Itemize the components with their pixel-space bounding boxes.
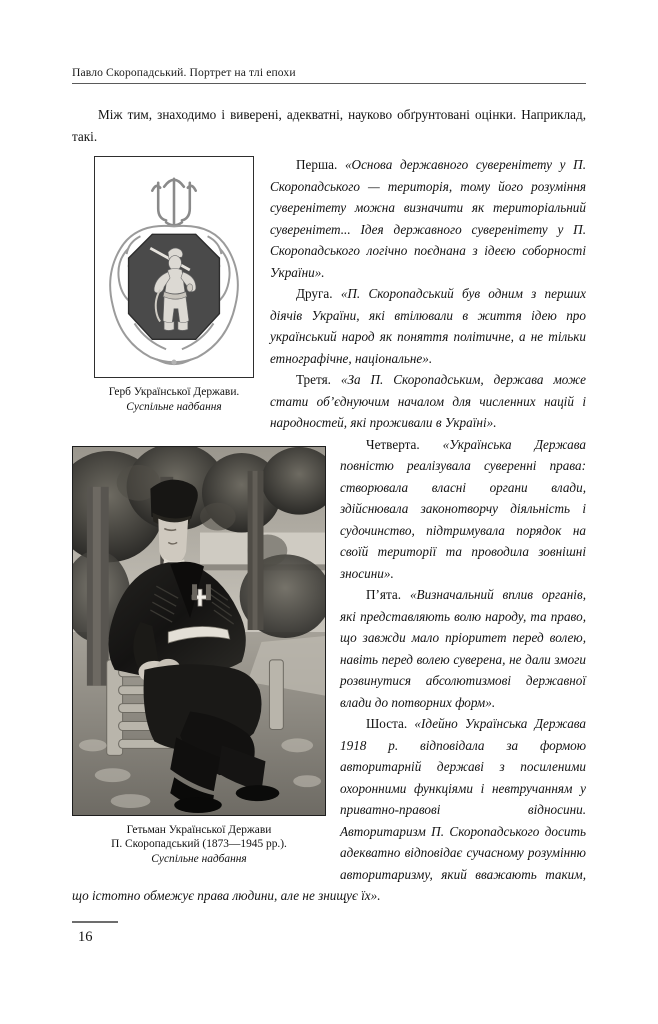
coat-of-arms-caption (94, 385, 254, 414)
coat-of-arms-caption-title: Герб Української Держави. (108, 386, 240, 398)
page-folio (72, 921, 192, 946)
paragraph-piata-text: «Визначальний вплив органів, які представляють волю народу, та право, що завжди мало пріоритет перед волею, навіть перед волею суверена, не дали змоги розвинутися абсолютизмові державної влади до потворних форм». (340, 587, 586, 710)
paragraph-chetverta-lead: Четверта. (366, 436, 443, 452)
figure-coat-of-arms (94, 156, 254, 414)
hetman-portrait-caption-line1: Гетьман Української Держави (126, 823, 272, 836)
paragraph-persha-text: «Основа державного суверенітету у П. Скоропадського — територія, тому його розуміння суверенітету можна визначити як територіальний суверенітет... Ідея державного суверенітету у П. Скоропадського логічно поєднана з ідеєю соборності України». (270, 157, 586, 280)
paragraph-shosta-lead: Шоста. (366, 716, 415, 731)
running-head (72, 66, 586, 84)
figure-hetman-portrait (72, 446, 326, 867)
paragraph-tretia-text: «За П. Скоропадським, держава може стати об’єднуючим началом для численних націй і народностей, які проживали в Україні». (270, 372, 586, 430)
paragraph-piata-lead: П’ята. (366, 587, 410, 602)
paragraph-druha-text: «П. Скоропадський був одним з перших діячів України, які втілювали в життя ідею про український народ як поняття політичне, а не тільки етнографічне, національне». (270, 286, 586, 366)
paragraph-chetverta-text: «Українська Держава повністю реалізувала суверенні права: створювала власні органи влади, здійснювала законотворчу діяльність і судочинство, підтримувала порядок на своїй території та проводила зовнішні зносини». (340, 436, 586, 581)
folio-rule (72, 921, 118, 923)
hetman-portrait-caption-line2: П. Скоропадський (1873—1945 рр.). (111, 838, 287, 851)
hetman-portrait-caption-source: Суспільне надбання (151, 852, 247, 865)
hetman-portrait-artwork (73, 447, 325, 815)
coat-of-arms-image (94, 156, 254, 378)
coat-of-arms-artwork (95, 157, 253, 377)
hetman-portrait-caption (72, 823, 326, 867)
running-head-title: Павло Скоропадський. Портрет на тлі епохи (72, 66, 296, 79)
paragraph-tretia-lead: Третя. (296, 372, 341, 387)
paragraph-persha-lead: Перша. (296, 157, 345, 172)
coat-of-arms-caption-source: Суспільне надбання (126, 400, 222, 413)
hetman-portrait-image (72, 446, 326, 816)
running-head-rule (72, 83, 586, 84)
paragraph-shosta-text: «Ідейно Українська Держава 1918 р. відповідала за формою авторитарній державі з посиленими охоронними функціями і невтручанням у приватно-правові відносини. Авторитаризм П. Скоропадського досить адекватно відповідає сучасному розумінню авторитаризму, який вважають таким, що істотно обмежує права людини, але не знищує їх». (72, 716, 587, 903)
intro-paragraph: Між тим, знаходимо і виверені, адекватні, науково обґрунтовані оцінки. Наприклад, такі. (72, 107, 586, 144)
page-number: 16 (78, 929, 93, 945)
paragraph-druha-lead: Друга. (296, 286, 341, 301)
page-body (72, 104, 586, 904)
